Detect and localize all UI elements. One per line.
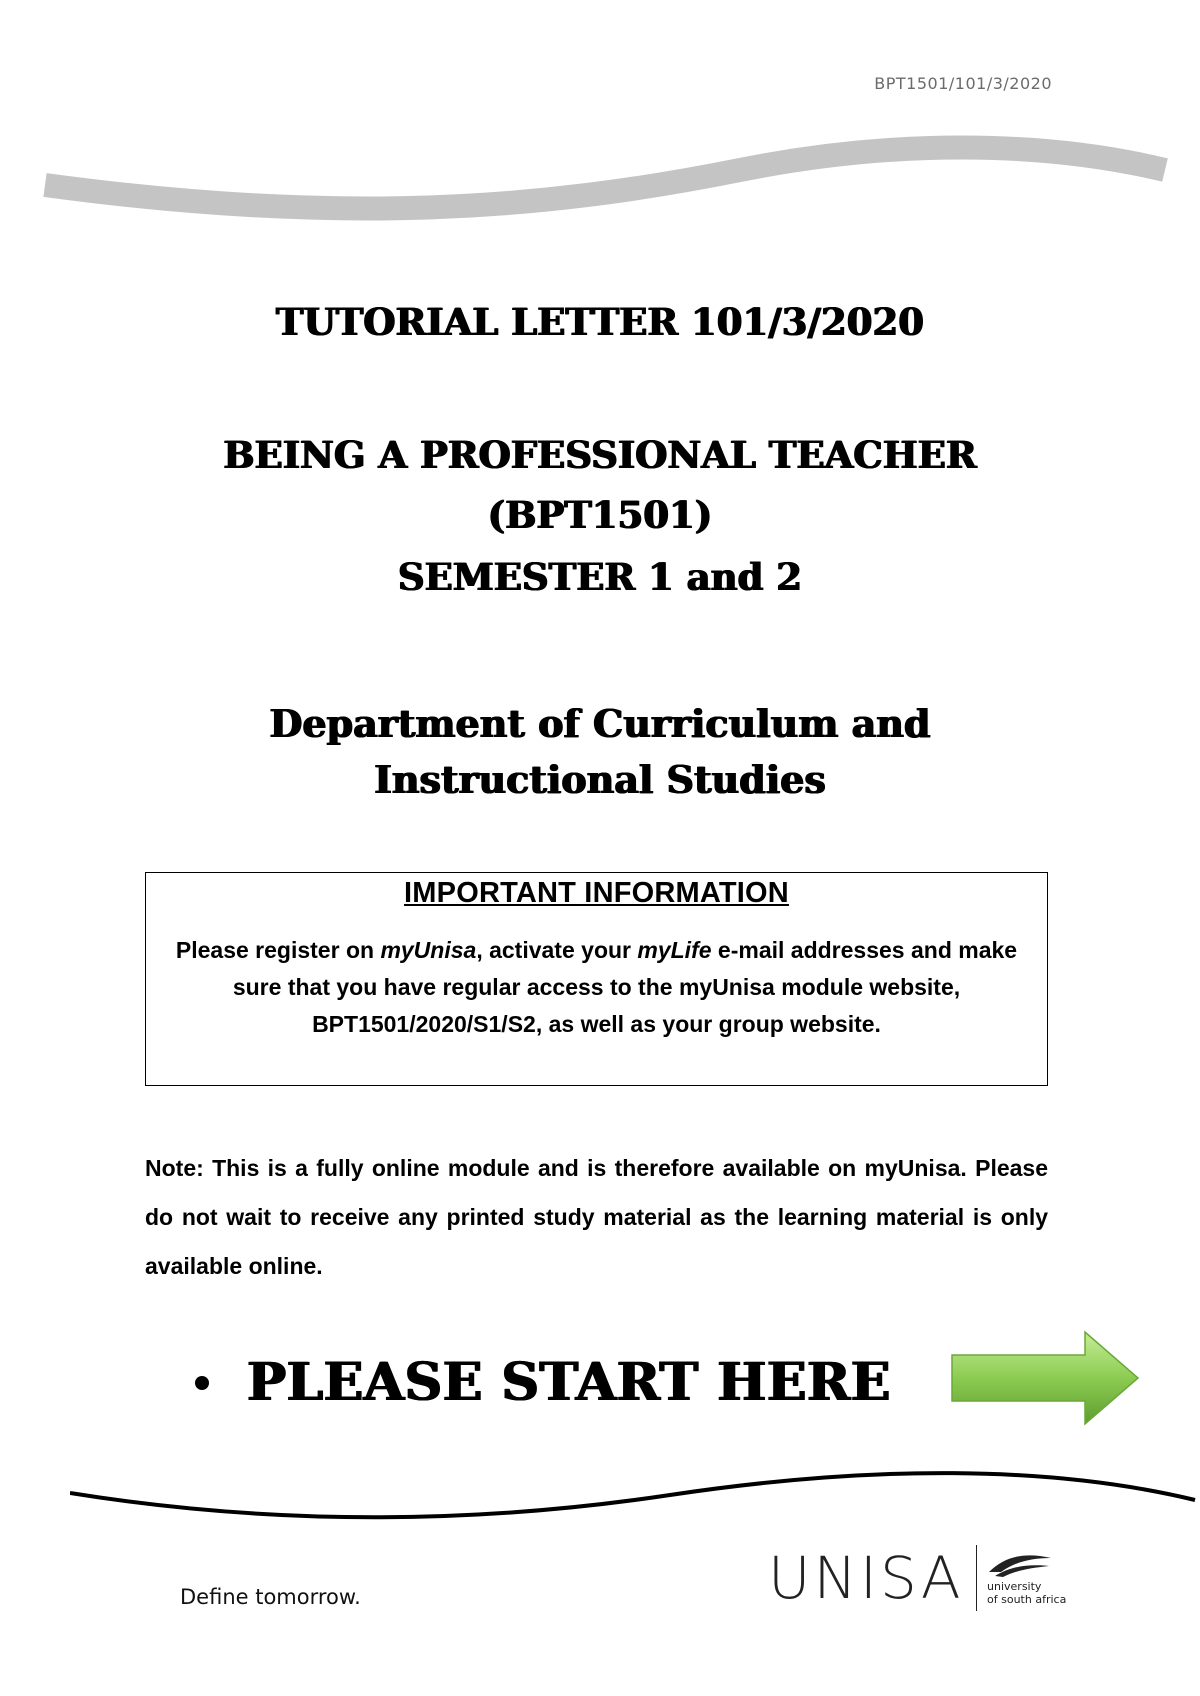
department-line-2: Instructional Studies: [374, 757, 826, 802]
important-information-box: [145, 872, 1048, 1086]
logo-right-block: [987, 1550, 1066, 1606]
start-label-part-2: START HERE: [501, 1352, 891, 1413]
info-text-part: e-mail addresses and make sure that you have regular access to the myUnisa module website, BPT1501/2020/S1/S2, as well as your group website.: [232, 937, 1018, 1037]
logo-divider: [976, 1545, 978, 1611]
mylife-emphasis: myLife: [637, 937, 712, 963]
info-text-part: , activate your: [476, 937, 638, 963]
important-information-text: [160, 932, 1033, 1043]
tutorial-letter-title: TUTORIAL LETTER 101/3/2020: [275, 300, 924, 344]
department-line-1: Department of Curriculum and: [269, 701, 931, 746]
unisa-emblem-icon: [987, 1550, 1053, 1580]
bullet-icon: [195, 1376, 209, 1390]
logo-sub-line-2: of south africa: [987, 1593, 1067, 1606]
semester-title: SEMESTER 1 and 2: [397, 555, 803, 599]
module-title: [0, 425, 1200, 545]
department-title: [0, 696, 1200, 808]
start-here-item: [195, 1352, 891, 1413]
top-decorative-wave: [40, 130, 1170, 240]
unisa-wordmark: UNISA: [768, 1544, 964, 1612]
unisa-logo: [768, 1538, 1066, 1618]
myunisa-emphasis: myUnisa: [380, 937, 477, 963]
logo-sub-line-1: university: [987, 1580, 1042, 1593]
info-text-part: Please register on: [175, 937, 381, 963]
start-here-label: [247, 1352, 891, 1413]
tagline: Define tomorrow.: [180, 1585, 361, 1609]
online-module-note: Note: This is a fully online module and is therefore available on myUnisa. Please do not wait to receive any printed study material as the learning material is only available online.: [145, 1155, 1048, 1279]
right-arrow-icon[interactable]: [950, 1330, 1140, 1426]
start-label-part-1: PLEASE: [247, 1352, 502, 1413]
bottom-decorative-wave: [70, 1455, 1200, 1535]
module-code: (BPT1501): [487, 493, 713, 537]
document-reference: BPT1501/101/3/2020: [874, 74, 1052, 93]
important-information-heading: IMPORTANT INFORMATION: [404, 877, 789, 909]
module-name: BEING A PROFESSIONAL TEACHER: [223, 433, 977, 477]
